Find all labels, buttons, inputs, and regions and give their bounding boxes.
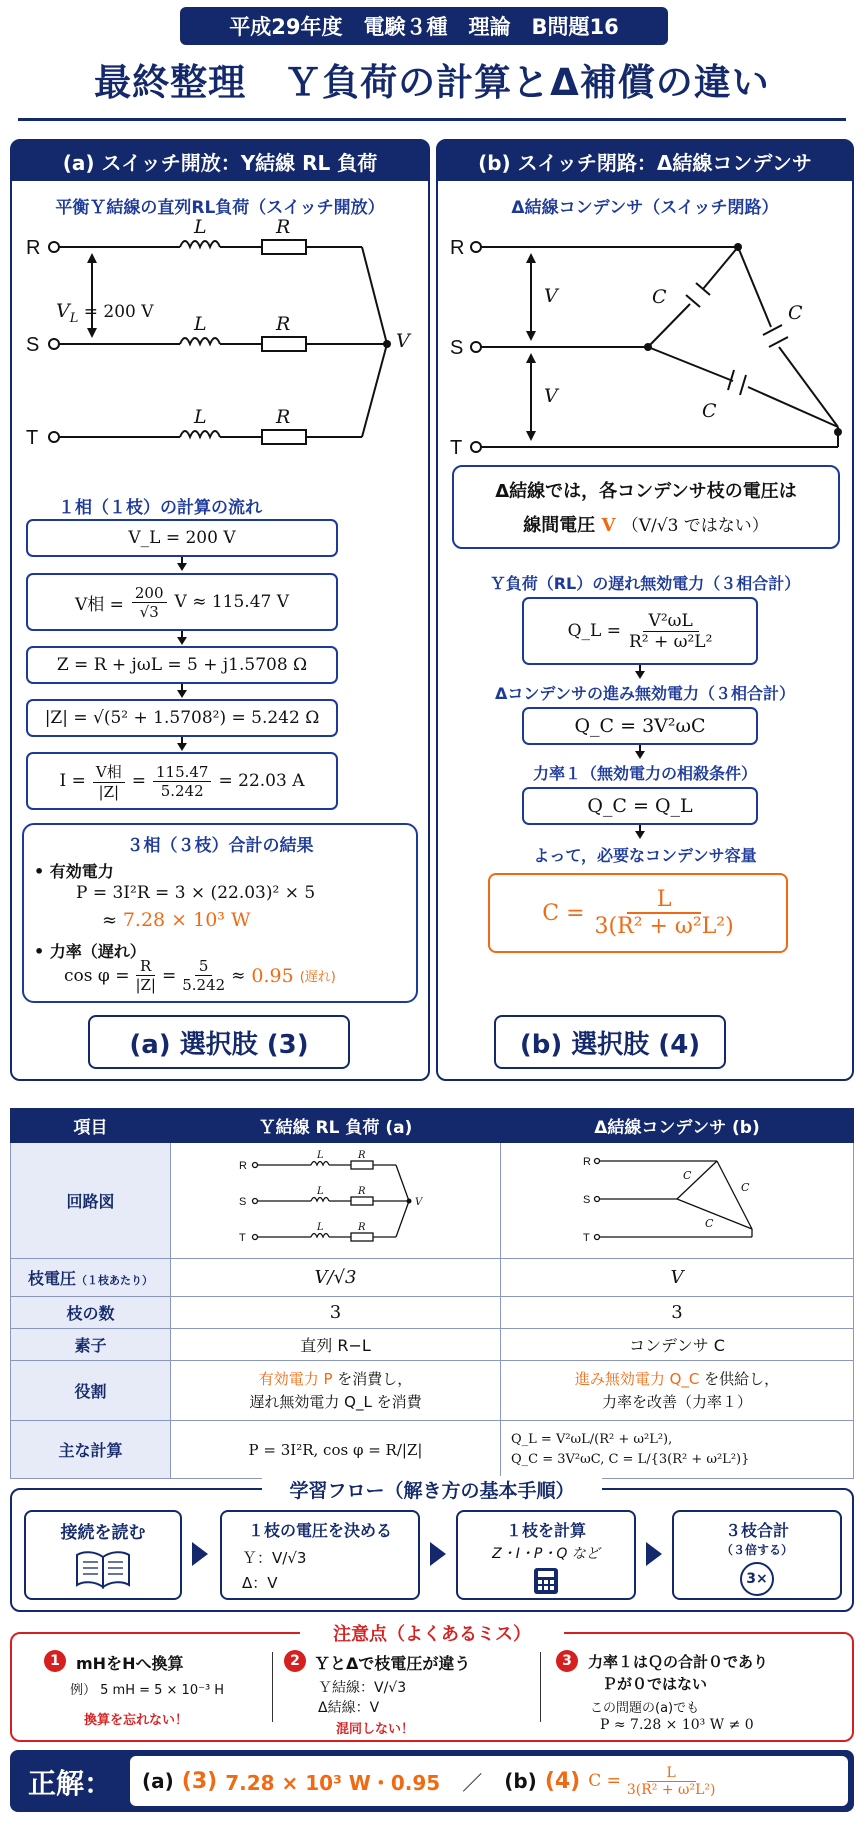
active-power-result (102, 909, 251, 931)
step5-rhs: = 22.03 A (218, 771, 305, 791)
panel-a-header: (a) スイッチ開放：Y結線 RL 負荷 (12, 141, 428, 181)
mini-y-l: L (316, 1149, 324, 1161)
active-power-eq: P = 3I²R = 3 × (22.03)² × 5 (76, 883, 316, 903)
page-title: 最終整理 Ｙ負荷の計算とΔ補償の違い (94, 61, 770, 104)
role-b-rest: を供給し， (699, 1370, 780, 1388)
qc-title: Δコンデンサの進み無効電力（３相合計） (494, 684, 796, 703)
resistor-label-s: R (276, 313, 291, 335)
ql-num: V²ωL (643, 611, 699, 632)
capacitor-label-rt: C (788, 302, 803, 324)
inductor-label-s: L (194, 313, 207, 335)
c-lhs: C = (542, 900, 585, 926)
pf1-title: 力率１（無効電力の相殺条件） (532, 764, 757, 783)
table-row (11, 1259, 854, 1297)
calc-b-line1: Q_L = V²ωL/(R² + ω²L²), (511, 1432, 673, 1447)
vl-label: $V_L = 200$ V (56, 300, 154, 326)
cell-calc-a: P = 3I²R, cos φ = R/|Z| (171, 1421, 501, 1479)
mini-y-circuit-cell (171, 1143, 501, 1259)
mini-y-l: L (316, 1221, 324, 1233)
step5-frac2 (153, 763, 212, 800)
flow-step-read (24, 1510, 182, 1600)
arrow-4 (177, 743, 187, 751)
caution-3-line3: この問題の(a)でも (590, 1701, 700, 1716)
flow-step3-sub: Z・I・P・Q など (492, 1546, 600, 1562)
caution-number-2: 2 (284, 1650, 306, 1672)
inductor-label-t: L (194, 406, 207, 428)
row-label-count: 枝の数 (11, 1297, 171, 1329)
role-b-line2: 力率を改善（力率１） (601, 1392, 752, 1411)
step5-frac1 (93, 761, 125, 801)
caution-number-1: 1 (44, 1650, 66, 1672)
ql-frac (629, 611, 712, 652)
mini-y-l: L (316, 1185, 324, 1197)
step-vl: V_L = 200 V (26, 519, 338, 557)
caution-3-line1: 力率１はＱの合計０であり (588, 1653, 769, 1671)
step5-num2: 115.47 (153, 763, 212, 782)
step2-lhs: V相 = (74, 594, 124, 615)
mini-d-t: T (583, 1231, 590, 1244)
answer-b-prefix: (b) (504, 1769, 537, 1793)
delta-note-line2 (454, 511, 838, 537)
pf-eq: = (161, 965, 177, 986)
calc-b-line2: Q_C = 3V²ωC, C = L/{3(R² + ω²L²)} (511, 1451, 750, 1467)
step5-num: V相 (93, 761, 125, 783)
delta-note-box (452, 465, 840, 549)
answer-b-choice: (4) (544, 1768, 581, 1794)
panel-b-subtitle: Δ結線コンデンサ（スイッチ閉路） (511, 198, 779, 218)
resistor-label-r: R (276, 219, 291, 238)
terminal-t-label-b: T (450, 437, 463, 457)
flow-step2-y: Ｙ：V/√3 (242, 1549, 307, 1567)
terminal-r-label-b: R (450, 237, 465, 259)
caution-title: 注意点（よくあるミス） (300, 1620, 564, 1646)
capacitance-title: よって，必要なコンデンサ容量 (533, 846, 757, 865)
step2-frac (132, 584, 167, 621)
mini-d-r: R (583, 1155, 591, 1168)
note-line2-aside: （V/√3 ではない） (621, 516, 769, 536)
mini-delta-circuit-cell (501, 1143, 854, 1259)
caution-1-text: mHをHへ換算 (76, 1654, 184, 1673)
arrow-b3 (635, 831, 645, 839)
mini-y-r: R (238, 1159, 247, 1172)
pf-note: (遅れ) (299, 970, 336, 985)
cell-volt-b: V (501, 1259, 854, 1297)
cell-elem-a: 直列 R−L (171, 1329, 501, 1361)
cell-count-b: 3 (501, 1297, 854, 1329)
terminal-t-label: T (26, 427, 39, 449)
panel-a (10, 139, 430, 1081)
c-den: 3(R² + ω²L²) (594, 914, 734, 939)
arrow-b1 (635, 671, 645, 679)
flow-step4-label: ３枝合計 (724, 1521, 789, 1540)
step5-den2: 5.242 (160, 781, 204, 800)
result-title: ３相（３枝）合計の結果 (126, 836, 314, 856)
flow-arrow-1 (192, 1542, 208, 1566)
flow-arrow-2 (430, 1542, 446, 1566)
caution-divider-1 (272, 1652, 273, 1722)
bullet-active-power: • 有効電力 (34, 862, 114, 881)
voltage-rs-label: V (544, 285, 558, 307)
times-three-badge: 3× (740, 1562, 774, 1596)
choice-b: (b) 選択肢 (4) (494, 1015, 726, 1069)
mini-y-s: S (238, 1195, 246, 1208)
calculator-icon (533, 1567, 559, 1595)
cell-volt-a: V/√3 (171, 1259, 501, 1297)
approx-sign: ≈ (102, 910, 118, 931)
answer-b-frac (627, 1765, 716, 1798)
step-impedance: Z = R + jωL = 5 + j1.5708 Ω (26, 646, 338, 684)
role-a-line1 (171, 1368, 500, 1391)
table-header: 項目 (11, 1109, 171, 1143)
caution-divider-2 (540, 1652, 541, 1722)
table-header: Δ結線コンデンサ (b) (501, 1109, 854, 1143)
caution-2-text: ＹとΔで枝電圧が違う (314, 1654, 471, 1673)
pf-frac2 (182, 957, 225, 994)
arrow-1 (177, 563, 187, 571)
flow-step-calc (456, 1510, 636, 1600)
answer-separator: ／ (462, 1770, 483, 1795)
table-row (11, 1143, 854, 1259)
table-row (11, 1329, 854, 1361)
title-underline (18, 118, 846, 121)
step-current (26, 752, 338, 810)
terminal-r-label: R (26, 237, 41, 259)
caution-2-delta: Δ結線：V (318, 1700, 380, 1716)
resistor-label-t: R (276, 406, 291, 428)
mini-y-v: V (414, 1196, 422, 1208)
mini-y-circuit (231, 1149, 441, 1249)
table-header: Ｙ結線 RL 負荷 (a) (171, 1109, 501, 1143)
flow-arrow-3 (646, 1542, 662, 1566)
note-line2-v: V (601, 515, 616, 536)
cell-elem-b: コンデンサ C (501, 1329, 854, 1361)
caution-1-warning: 換算を忘れない！ (84, 1713, 189, 1728)
mini-d-c: C (705, 1216, 714, 1230)
cell-role-a (171, 1361, 501, 1421)
neutral-v-label: V (396, 330, 410, 352)
table-row (11, 1421, 854, 1479)
exam-badge: 平成29年度 電験３種 理論 B問題16 (180, 7, 668, 45)
role-a-line2: 遅れ無効電力 Q_L を消費 (249, 1392, 422, 1411)
pf-num: R (136, 957, 155, 976)
row-volt-label: 枝電圧 (27, 1269, 76, 1288)
pf1-formula: Q_C = Q_L (522, 787, 758, 825)
mini-y-t: T (238, 1231, 246, 1244)
capacitor-label-st: C (702, 400, 717, 422)
row-volt-small: （１枝あたり） (76, 1274, 153, 1287)
note-line2-label: 線間電圧 (523, 515, 596, 536)
ql-formula (522, 597, 758, 665)
answer-panel (130, 1756, 848, 1806)
result-box-a (22, 823, 418, 1003)
mini-y-rr: R (357, 1185, 366, 1197)
delta-note-line1: Δ結線では，各コンデンサ枝の電圧は (495, 481, 797, 502)
pf-num2: 5 (195, 957, 213, 976)
mini-delta-circuit (577, 1149, 777, 1249)
arrow-3 (177, 690, 187, 698)
answer-a-choice: (3) (181, 1768, 218, 1794)
pf-lhs: cos φ = (64, 965, 130, 986)
qc-formula: Q_C = 3V²ωC (522, 707, 758, 745)
row-label-element: 素子 (11, 1329, 171, 1361)
capacitance-formula (488, 873, 788, 953)
step2-den: √3 (139, 602, 159, 621)
mini-y-rr: R (357, 1149, 366, 1161)
table-header-row (11, 1109, 854, 1143)
caution-3-line4: P ≈ 7.28 × 10³ W ≠ 0 (600, 1717, 754, 1733)
mini-y-rr: R (357, 1221, 366, 1233)
capacitor-label-rs: C (652, 286, 667, 308)
pf-approx: ≈ (231, 965, 246, 986)
terminal-s-label: S (26, 334, 40, 356)
step2-rhs: V ≈ 115.47 V (174, 592, 290, 612)
c-num: L (627, 887, 702, 914)
answer-b-formula (588, 1765, 715, 1798)
flow-step4-sub: （３倍する） (720, 1543, 793, 1557)
caution-2-y: Ｙ結線：V/√3 (318, 1680, 407, 1696)
mini-d-c: C (741, 1180, 750, 1194)
table-row (11, 1297, 854, 1329)
delta-capacitor-circuit (438, 227, 852, 457)
ql-title: Ｙ負荷（RL）の遅れ無効電力（３相合計） (489, 574, 801, 593)
caution-1-example: 例） 5 mH = 5 × 10⁻³ H (70, 1683, 225, 1698)
step5-den: |Z| (98, 783, 120, 801)
answer-b-lhs: C = (588, 1771, 621, 1791)
step5-lhs: I = (59, 771, 86, 791)
arrow-b2 (635, 751, 645, 759)
mini-d-c: C (683, 1168, 692, 1182)
role-b-line1 (501, 1368, 853, 1391)
answer-a-prefix: (a) (142, 1769, 174, 1793)
comparison-table (10, 1108, 854, 1479)
cell-calc-b (501, 1421, 854, 1479)
active-power-value: 7.28 × 10³ W (122, 909, 251, 931)
panel-b (436, 139, 854, 1081)
pf-den2: 5.242 (182, 976, 226, 994)
bullet-power-factor: • 力率（遅れ） (34, 942, 146, 961)
step5-eq: = (131, 771, 146, 791)
pf-value: 0.95 (251, 964, 294, 987)
caution-3-line2: Ｐが０ではない (602, 1675, 708, 1693)
book-icon (73, 1549, 133, 1589)
role-a-rest: を消費し， (332, 1370, 413, 1388)
row-label-circuit: 回路図 (11, 1143, 171, 1259)
flow-step2-label: １枝の電圧を決める (247, 1521, 392, 1540)
flow-step3-label: １枝を計算 (505, 1521, 586, 1540)
pf-den: |Z| (135, 976, 156, 994)
step2-num: 200 (132, 584, 167, 603)
caution-2-warning: 混同しない！ (336, 1722, 415, 1737)
ql-den: R² + ω²L² (628, 631, 713, 652)
row-label-voltage (11, 1259, 171, 1297)
inductor-label-r: L (194, 219, 207, 238)
mini-d-s: S (583, 1193, 591, 1206)
terminal-s-label-b: S (450, 337, 464, 359)
c-frac (595, 887, 734, 939)
arrow-2 (177, 637, 187, 645)
learning-flow-title: 学習フロー（解き方の基本手順） (262, 1476, 602, 1503)
row-label-role: 役割 (11, 1361, 171, 1421)
step-vphase (26, 573, 338, 631)
answer-label: 正解： (28, 1767, 113, 1800)
cell-role-b (501, 1361, 854, 1421)
role-a-highlight: 有効電力 P (258, 1370, 333, 1388)
flow-title-a: １相（１枝）の計算の流れ (58, 498, 262, 518)
flow-step1-label: 接続を読む (60, 1523, 146, 1543)
step-abs-impedance: |Z| = √(5² + 1.5708²) = 5.242 Ω (26, 699, 338, 737)
flow-step-voltage (220, 1510, 420, 1600)
cell-count-a: 3 (171, 1297, 501, 1329)
row-label-calc: 主な計算 (11, 1421, 171, 1479)
flow-step-total (672, 1510, 842, 1600)
panel-b-header: (b) スイッチ閉路：Δ結線コンデンサ (438, 141, 852, 181)
answer-b-den: 3(R² + ω²L²) (626, 1781, 716, 1798)
answer-a-value: 7.28 × 10³ W・0.95 (225, 1770, 441, 1795)
answer-b-num: L (647, 1765, 696, 1782)
power-factor-eq (64, 957, 336, 994)
choice-a: (a) 選択肢 (3) (88, 1015, 350, 1069)
voltage-st-label: V (544, 385, 558, 407)
role-b-highlight: 進み無効電力 Q_C (574, 1370, 700, 1388)
caution-number-3: 3 (556, 1650, 578, 1672)
ql-lhs: Q_L = (567, 621, 621, 641)
pf-frac1 (135, 957, 156, 994)
y-rl-circuit (12, 219, 428, 449)
flow-step2-delta: Δ：V (242, 1574, 278, 1592)
table-row (11, 1361, 854, 1421)
panel-a-subtitle: 平衡Ｙ結線の直列RL負荷（スイッチ開放） (55, 198, 385, 218)
